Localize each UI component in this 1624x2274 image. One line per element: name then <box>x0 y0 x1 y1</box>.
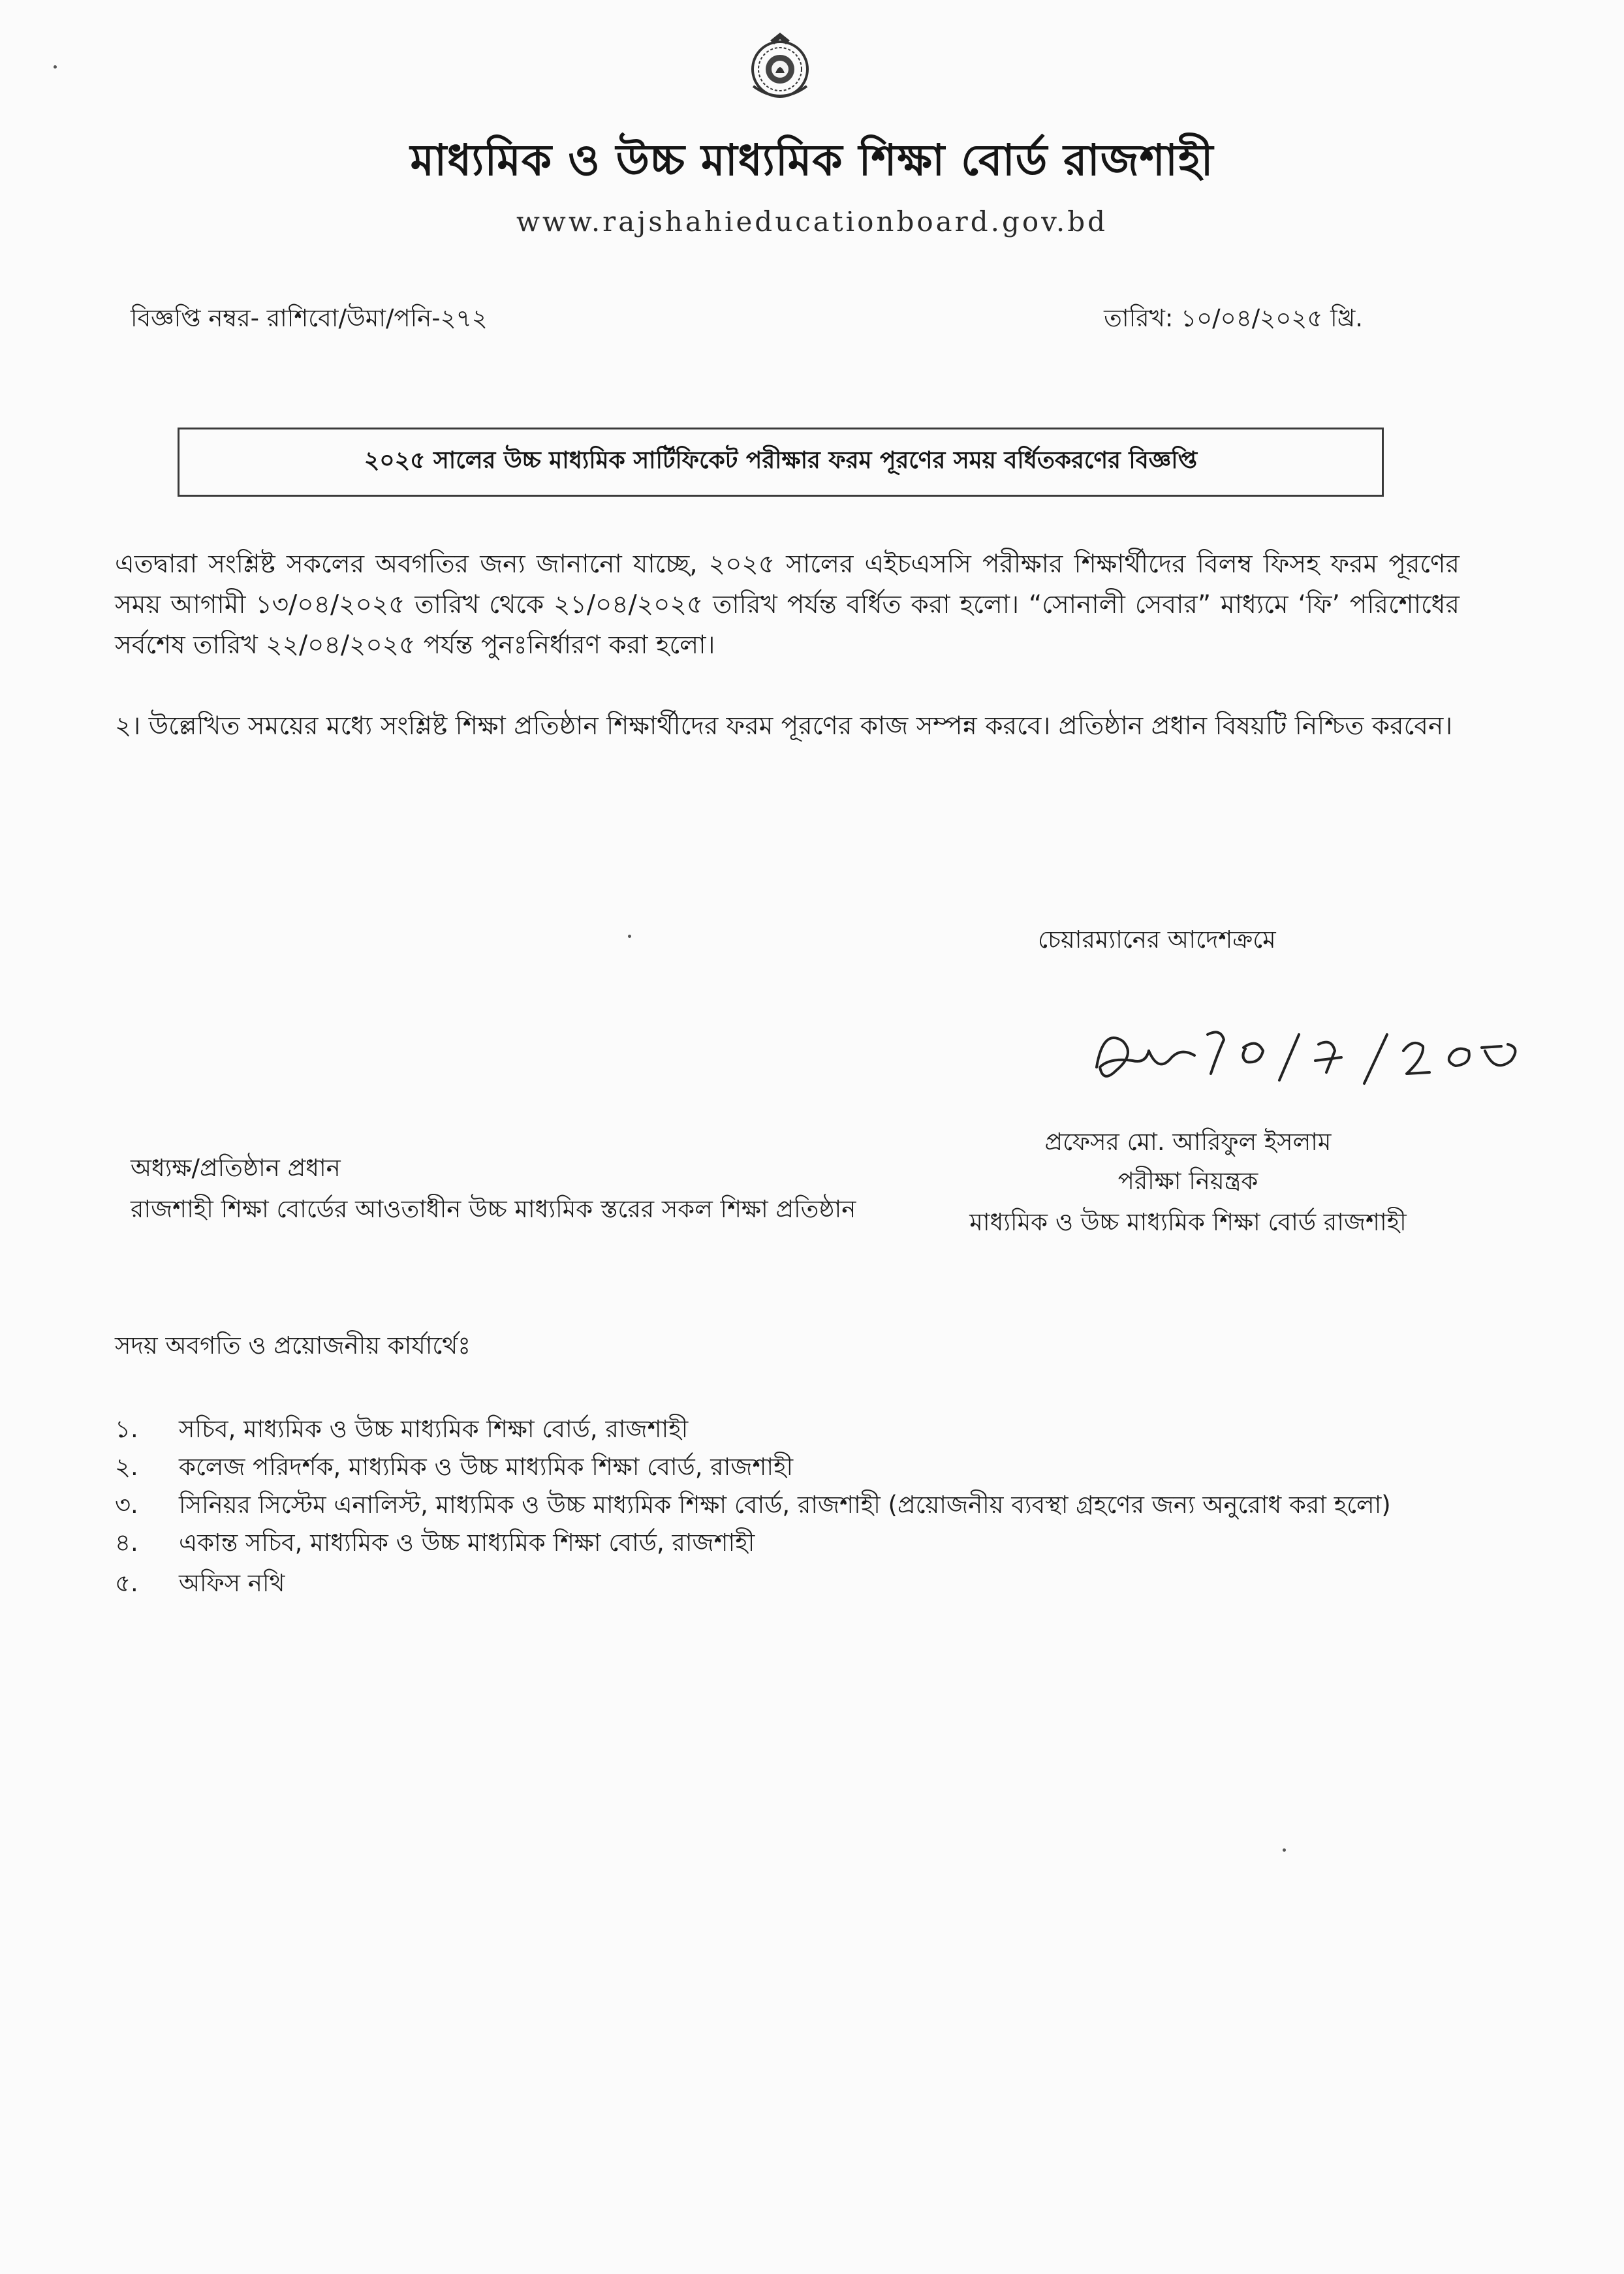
distribution-item-text: অফিস নথি <box>179 1569 285 1597</box>
board-emblem-icon <box>744 29 816 107</box>
distribution-heading: সদয় অবগতি ও প্রয়োজনীয় কার্যার্থেঃ <box>115 1332 471 1360</box>
notice-date: তারিখ: ১০/০৪/২০২৫ খ্রি. <box>1104 304 1363 332</box>
distribution-item <box>115 1448 793 1489</box>
scan-speck <box>628 935 631 938</box>
distribution-item <box>115 1410 688 1451</box>
distribution-item-text: কলেজ পরিদর্শক, মাধ্যমিক ও উচ্চ মাধ্যমিক শিক্ষা বোর্ড, রাজশাহী <box>179 1453 794 1481</box>
distribution-item-number: ২. <box>115 1453 138 1481</box>
distribution-item-number: ৪. <box>115 1529 138 1557</box>
distribution-item-number: ১. <box>115 1415 138 1443</box>
notice-subject: ২০২৫ সালের উচ্চ মাধ্যমিক সার্টিফিকেট পরীক্ষার ফরম পূরণের সময় বর্ধিতকরণের বিজ্ঞপ্তি <box>364 447 1198 474</box>
distribution-item-number: ৩. <box>115 1491 138 1519</box>
scan-speck <box>54 65 57 69</box>
handwritten-signature <box>1084 1021 1540 1126</box>
distribution-item <box>115 1486 1391 1527</box>
body-paragraph-2: ২। উল্লেখিত সময়ের মধ্যে সংশ্লিষ্ট শিক্ষা প্রতিষ্ঠান শিক্ষার্থীদের ফরম পূরণের কাজ সম্পন্ন করবে। প্রতিষ্ঠান প্রধান বিষয়টি নিশ্চিত করবেন। <box>115 711 1453 741</box>
signatory-designation: পরীক্ষা নিয়ন্ত্রক <box>1117 1167 1258 1195</box>
distribution-item-number: ৫. <box>115 1569 138 1597</box>
distribution-item <box>115 1523 755 1565</box>
recipient-description: রাজশাহী শিক্ষা বোর্ডের আওতাধীন উচ্চ মাধ্যমিক স্তরের সকল শিক্ষা প্রতিষ্ঠান <box>131 1195 856 1223</box>
distribution-item-text: একান্ত সচিব, মাধ্যমিক ও উচ্চ মাধ্যমিক শিক্ষা বোর্ড, রাজশাহী <box>179 1529 755 1557</box>
board-title: মাধ্যমিক ও উচ্চ মাধ্যমিক শিক্ষা বোর্ড রাজশাহী <box>410 135 1214 185</box>
board-website: www.rajshahieducationboard.gov.bd <box>516 206 1108 238</box>
body-paragraph-1: এতদ্বারা সংশ্লিষ্ট সকলের অবগতির জন্য জানানো যাচ্ছে, ২০২৫ সালের এইচএসসি পরীক্ষার শিক্ষার্থীদের বিলম্ব ফিসহ ফরম পূরণের সময় আগামী ১৩/০৪/২০২৫ তারিখ থেকে ২১/০৪/২০২৫ তারিখ পর্যন্ত বর্ধিত করা হলো। “সোনালী সেবার” মাধ্যমে ‘ফি’ পরিশোধের সর্বশেষ তারিখ ২২/০৪/২০২৫ পর্যন্ত পুনঃনির্ধারণ করা হলো। <box>115 550 1460 660</box>
distribution-item-text: সচিব, মাধ্যমিক ও উচ্চ মাধ্যমিক শিক্ষা বোর্ড, রাজশাহী <box>179 1415 689 1443</box>
distribution-item <box>115 1564 285 1605</box>
scan-speck <box>1283 1848 1286 1852</box>
by-order-text: চেয়ারম্যানের আদেশক্রমে <box>1038 926 1276 954</box>
subject-box <box>178 428 1384 497</box>
signatory-name: প্রফেসর মো. আরিফুল ইসলাম <box>1044 1128 1332 1156</box>
distribution-item-text: সিনিয়র সিস্টেম এনালিস্ট, মাধ্যমিক ও উচ্চ মাধ্যমিক শিক্ষা বোর্ড, রাজশাহী (প্রয়োজনীয় ব্যবস্থা গ্রহণের জন্য অনুরোধ করা হলো) <box>179 1491 1391 1519</box>
notice-number: বিজ্ঞপ্তি নম্বর- রাশিবো/উমা/পনি-২৭২ <box>131 304 488 332</box>
signatory-organization: মাধ্যমিক ও উচ্চ মাধ্যমিক শিক্ষা বোর্ড রাজশাহী <box>969 1208 1407 1236</box>
recipient-title: অধ্যক্ষ/প্রতিষ্ঠান প্রধান <box>131 1154 341 1182</box>
